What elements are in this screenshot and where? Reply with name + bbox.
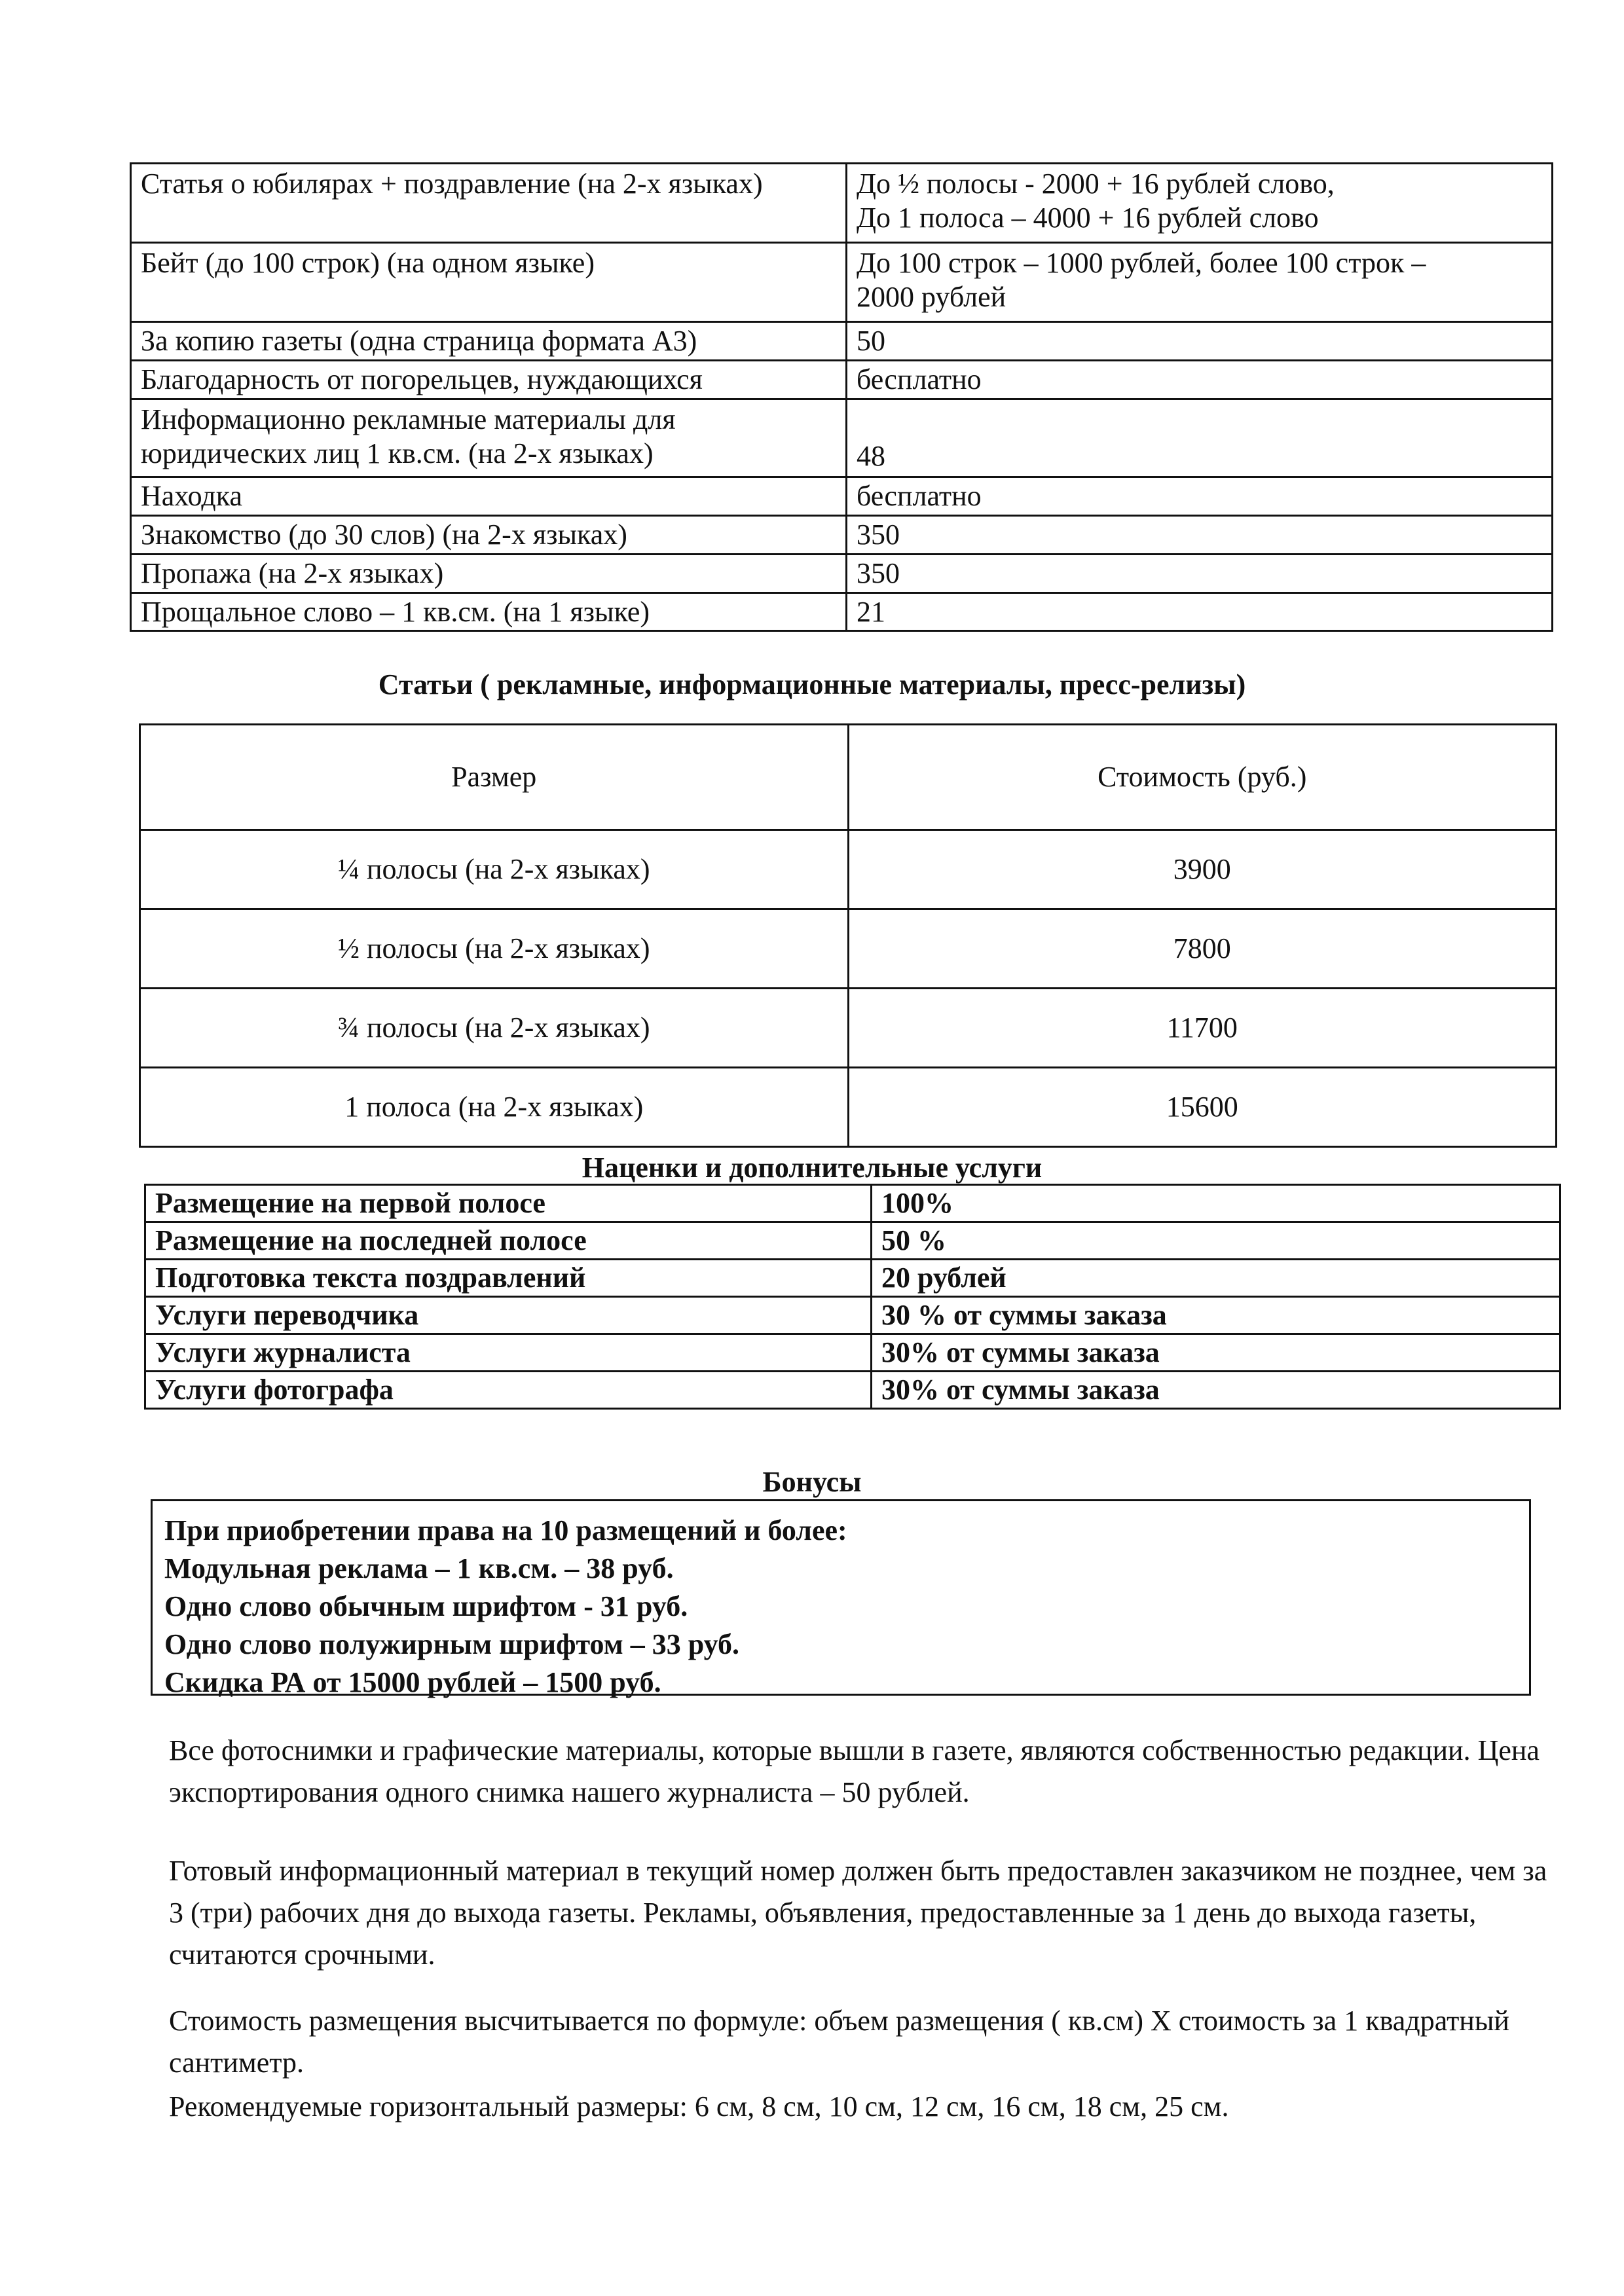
table-row [145,1372,1560,1409]
size-cell: 1 полоса (на 2-х языках) [140,1068,849,1147]
pricing-table [130,162,1553,632]
price-cell: 48 [847,399,1553,477]
table-row [145,1222,1560,1260]
item-cell: Информационно рекламные материалы для юридических лиц 1 кв.см. (на 2-х языках) [131,399,847,477]
price-cell: бесплатно [847,477,1553,515]
cost-cell: 11700 [848,989,1557,1068]
table-row [131,322,1553,361]
column-header-cost: Стоимость (руб.) [848,725,1557,830]
item-cell: Пропажа (на 2-х языках) [131,554,847,592]
articles-heading: Статьи ( рекламные, информационные материалы, пресс-релизы) [378,668,1246,701]
bonus-line: Модульная реклама – 1 кв.см. – 38 руб. [164,1552,674,1585]
articles-table [139,723,1557,1148]
cost-cell: 3900 [848,830,1557,909]
note-paragraph: Готовый информационный материал в текущий номер должен быть предоставлен заказчиком не позднее, чем за 3 (три) рабочих дня до выхода газеты. Рекламы, объявления, предоставленные за 1 день до выхода газеты, считаются срочными. [169,1855,1547,1971]
note-paragraph: Все фотоснимки и графические материалы, которые вышли в газете, являются собственностью редакции. Цена экспортирования одного снимка нашего журналиста – 50 рублей. [169,1734,1540,1808]
bonus-line: При приобретении права на 10 размещений и более: [164,1514,847,1546]
price-cell: До ½ полосы - 2000 + 16 рублей слово, До 1 полоса – 4000 + 16 рублей слово [847,164,1553,243]
table-row [131,554,1553,592]
table-row [131,515,1553,554]
table-row [145,1297,1560,1334]
bonuses-box [151,1499,1531,1699]
table-row [131,399,1553,477]
price-cell: 50 [847,322,1553,361]
table-row [140,989,1557,1068]
price-cell: 350 [847,515,1553,554]
table-row [140,1068,1557,1147]
bonuses-heading: Бонусы [762,1466,862,1498]
table-row [140,830,1557,909]
service-cell: Размещение на первой полосе [145,1185,872,1222]
value-cell: 30 % от суммы заказа [872,1297,1560,1334]
value-cell: 30% от суммы заказа [872,1372,1560,1409]
item-cell: Знакомство (до 30 слов) (на 2-х языках) [131,515,847,554]
table-row [131,477,1553,515]
bonus-line: Одно слово полужирным шрифтом – 33 руб. [164,1628,740,1661]
bonus-line: Одно слово обычным шрифтом - 31 руб. [164,1590,688,1623]
item-cell: Бейт (до 100 строк) (на одном языке) [131,243,847,322]
note-paragraph: Рекомендуемые горизонтальный размеры: 6 см, 8 см, 10 см, 12 см, 16 см, 18 см, 25 см. [169,2090,1229,2123]
surcharges-heading: Наценки и дополнительные услуги [581,1152,1043,1184]
price-cell: 21 [847,592,1553,631]
item-cell: Прощальное слово – 1 кв.см. (на 1 языке) [131,592,847,631]
size-cell: ¼ полосы (на 2-х языках) [140,830,849,909]
service-cell: Услуги журналиста [145,1334,872,1372]
service-cell: Услуги фотографа [145,1372,872,1409]
table-row [131,592,1553,631]
value-cell: 20 рублей [872,1260,1560,1297]
item-cell: За копию газеты (одна страница формата А3) [131,322,847,361]
size-cell: ¾ полосы (на 2-х языках) [140,989,849,1068]
table-row [145,1185,1560,1222]
bonus-line: Скидка РА от 15000 рублей – 1500 руб. [164,1666,661,1699]
value-cell: 30% от суммы заказа [872,1334,1560,1372]
price-cell: бесплатно [847,360,1553,399]
column-header-size: Размер [140,725,849,830]
table-header-row [140,725,1557,830]
value-cell: 100% [872,1185,1560,1222]
table-row [145,1260,1560,1297]
cost-cell: 15600 [848,1068,1557,1147]
table-row [140,909,1557,989]
item-cell: Находка [131,477,847,515]
size-cell: ½ полосы (на 2-х языках) [140,909,849,989]
value-cell: 50 % [872,1222,1560,1260]
service-cell: Размещение на последней полосе [145,1222,872,1260]
table-row [145,1334,1560,1372]
service-cell: Подготовка текста поздравлений [145,1260,872,1297]
cost-cell: 7800 [848,909,1557,989]
price-cell: 350 [847,554,1553,592]
table-row [131,243,1553,322]
note-paragraph: Стоимость размещения высчитывается по формуле: объем размещения ( кв.см) Х стоимость за 1 квадратный сантиметр. [169,2005,1509,2079]
item-cell: Статья о юбилярах + поздравление (на 2-х языках) [131,164,847,243]
service-cell: Услуги переводчика [145,1297,872,1334]
table-row [131,164,1553,243]
item-cell: Благодарность от погорельцев, нуждающихся [131,360,847,399]
price-cell: До 100 строк – 1000 рублей, более 100 строк – 2000 рублей [847,243,1553,322]
surcharges-table [144,1184,1561,1410]
table-row [131,360,1553,399]
